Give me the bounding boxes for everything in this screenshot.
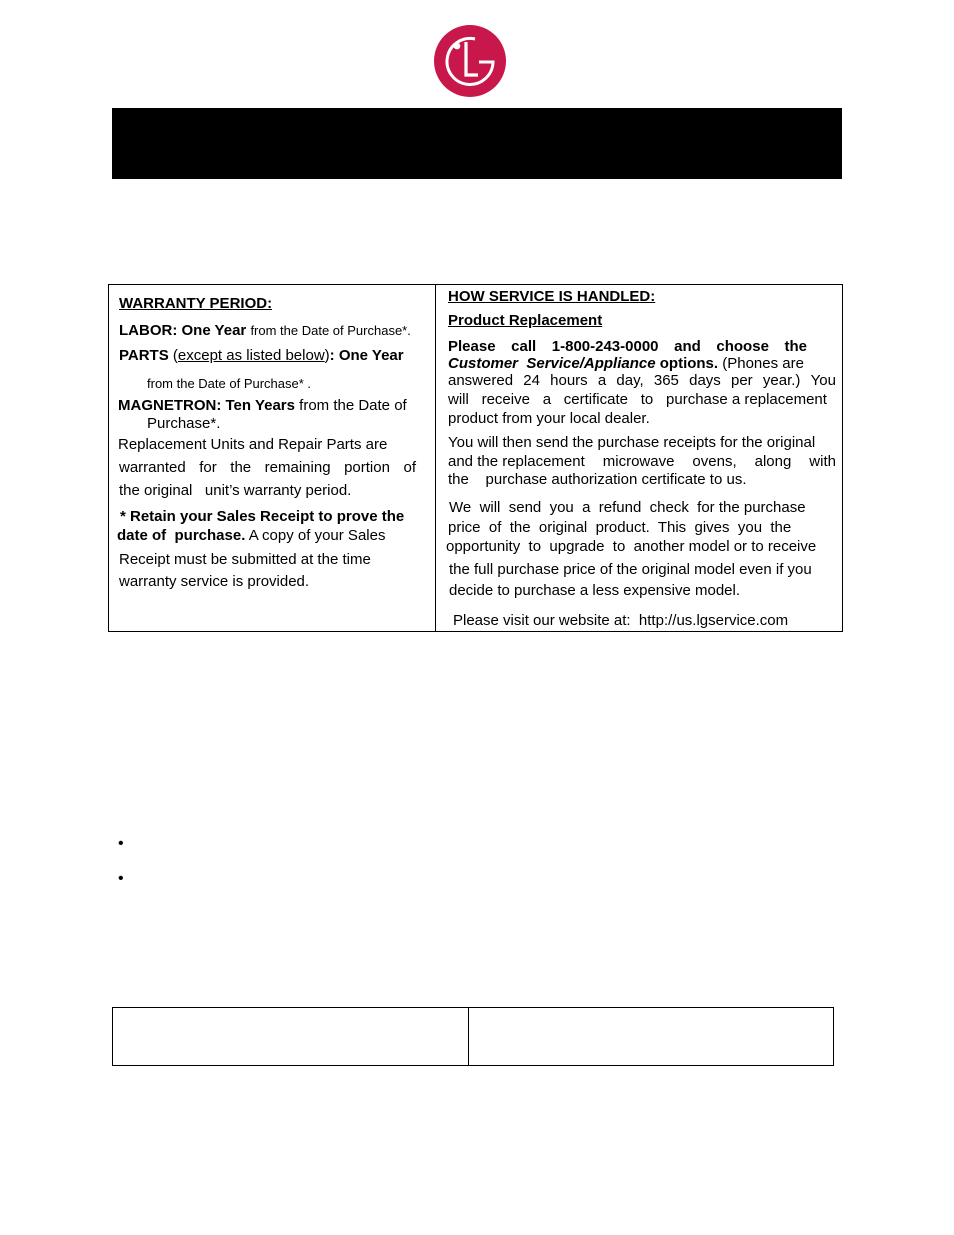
warranty-table — [108, 284, 843, 632]
title-bar — [112, 108, 842, 179]
retain-line-4: warranty service is provided. — [119, 573, 310, 590]
replacement-line-3: the original unit’s warranty period. — [119, 482, 352, 499]
signature-table — [112, 1007, 834, 1066]
parts-colon: : — [329, 347, 335, 364]
service-heading: HOW SERVICE IS HANDLED: — [448, 288, 656, 305]
parts-value: One Year — [338, 347, 404, 364]
call-line-1: Please call 1-800-243-0000 and choose the — [448, 338, 807, 355]
call-line-2: Customer Service/Appliance options. (Phones are — [448, 355, 804, 372]
send-line-2: and the replacement microwave ovens, along with — [448, 453, 836, 470]
send-line-1: You will then send the purchase receipts for the original — [448, 434, 816, 451]
labor-line — [119, 322, 411, 340]
send-line-3: the purchase authorization certificate to us. — [448, 471, 747, 488]
retain-line-1: * Retain your Sales Receipt to prove the — [120, 508, 405, 525]
except-link[interactable]: except as listed below — [177, 347, 325, 364]
replacement-line-1: Replacement Units and Repair Parts are — [118, 436, 388, 453]
call-line-5: product from your local dealer. — [448, 410, 650, 427]
bullet-point: • — [118, 870, 124, 887]
retain-line-3: Receipt must be submitted at the time — [119, 551, 371, 568]
bullet-point: • — [118, 835, 124, 852]
warranty-period-heading: WARRANTY PERIOD: — [119, 295, 273, 312]
table-divider — [468, 1008, 469, 1065]
refund-line-3: opportunity to upgrade to another model or to receive — [446, 538, 817, 555]
call-line-4: will receive a certificate to purchase a replacement — [448, 391, 827, 408]
parts-paren-close: ) — [324, 347, 330, 364]
refund-line-1: We will send you a refund check for the purchase — [449, 499, 806, 516]
column-divider — [435, 285, 436, 631]
refund-line-4: the full purchase price of the original model even if you — [449, 561, 812, 578]
website-line[interactable]: Please visit our website at: http://us.lgservice.com — [453, 612, 789, 629]
call-line-3: answered 24 hours a day, 365 days per year.) You — [448, 372, 836, 389]
retain-line-2: date of purchase. A copy of your Sales — [117, 527, 386, 544]
refund-line-5: decide to purchase a less expensive model. — [449, 582, 741, 599]
product-replacement-heading: Product Replacement — [448, 312, 603, 329]
lg-logo-icon — [433, 24, 507, 98]
refund-line-2: price of the original product. This gives you the — [448, 519, 792, 536]
phone-number[interactable]: 1-800-243-0000 — [551, 338, 659, 355]
parts-label: PARTS — [119, 347, 169, 364]
magnetron-label: MAGNETRON: Ten Years — [118, 397, 295, 414]
labor-rest: from the Date of Purchase*. — [250, 323, 411, 338]
parts-date: from the Date of Purchase* . — [147, 376, 312, 391]
parts-line — [119, 347, 404, 365]
parts-paren-open: ( — [172, 347, 178, 364]
magnetron-rest: from the Date of — [299, 397, 407, 414]
magnetron-purchase: Purchase*. — [147, 415, 221, 432]
magnetron-line — [118, 397, 407, 415]
labor-label: LABOR: One Year — [119, 322, 247, 339]
replacement-line-2: warranted for the remaining portion of — [119, 459, 416, 476]
